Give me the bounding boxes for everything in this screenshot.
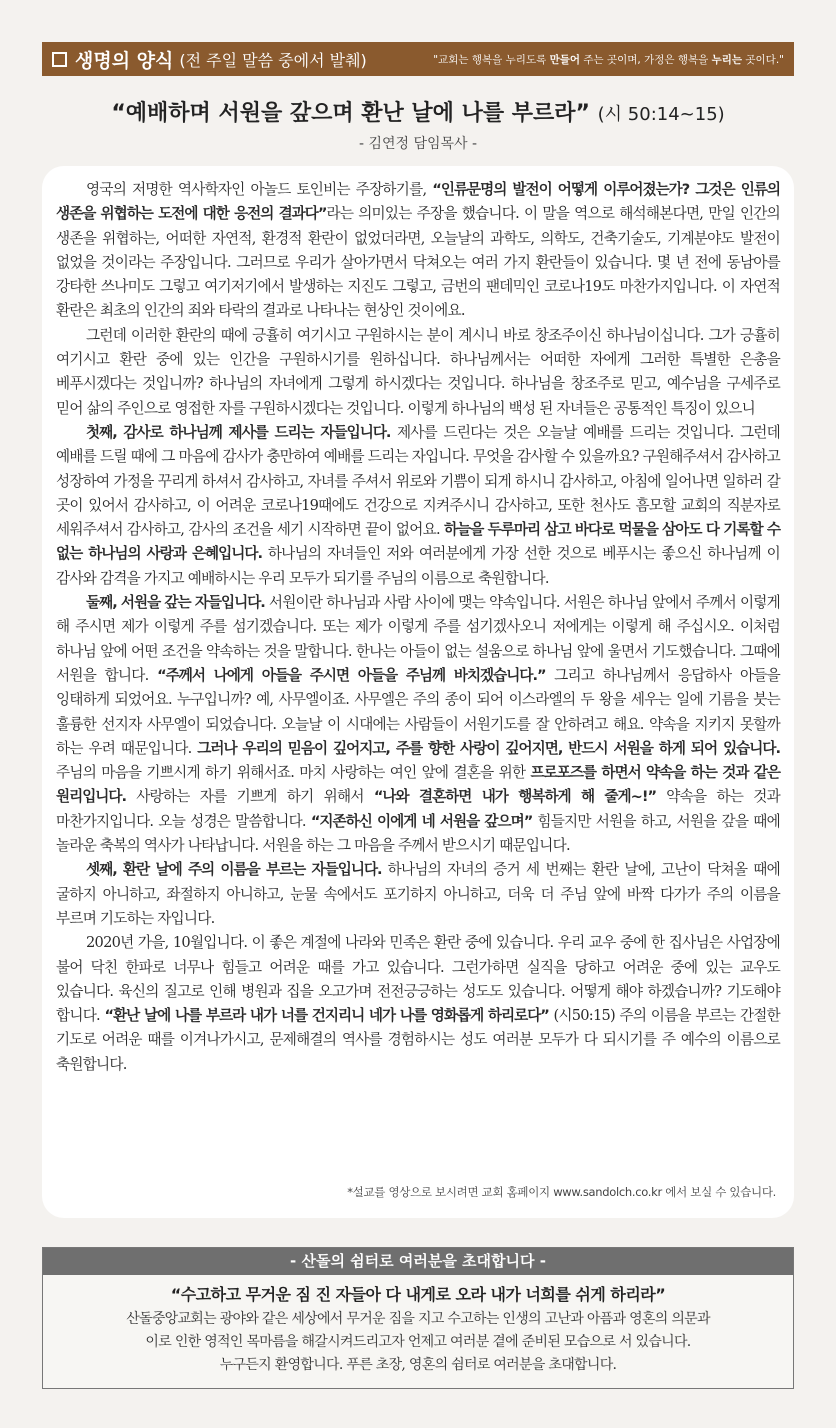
sermon-paragraph (56, 591, 780, 858)
body-text-run: 힘들지만 서원을 하고, 서원을 갚을 때에 놀라운 축복의 역사가 나타납니다. 서원을 하는 그 마음을 주께서 받으시기 때문입니다. (56, 812, 780, 855)
body-text-run: 주님의 마음을 기쁘시게 하기 위해서죠. 마치 사랑하는 여인 앞에 결혼을 위한 (56, 764, 531, 782)
body-text-run: 사랑하는 자를 기쁘게 하기 위해서 (126, 788, 374, 806)
sermon-paragraph (56, 324, 780, 421)
emphasis-text: “주께서 나에게 아들을 주시면 아들을 주님께 바치겠습니다.” (157, 666, 546, 684)
sermon-body (42, 166, 794, 1218)
body-text-run: 제사를 드린다는 것은 오늘날 예배를 드리는 것입니다. 그런데 예배를 드릴 때에 그 마음에 감사가 충만하여 예배를 드리는 자입니다. 무엇을 감사할 수 있을까요? 구원해주셔서 감사하고 성장하여 가정을 꾸리게 하셔서 감사하고, 자녀를 주셔서 위로와 기쁨이 되게 하시니 감사하고, 아침에 일어나면 일하러 갈 곳이 있어서 감사하고, 이 어려운 코로나19때에도 건강으로 지켜주시니 감사하고, 또한 천사도 흠모할 교회의 직분자로 세워주셔서 감사하고, 감사의 조건을 세기 시작하면 끝이 없어요. (56, 423, 780, 539)
sermon-paragraph (56, 858, 780, 931)
invitation-line: 이로 인한 영적인 목마름을 해갈시켜드리고자 언제고 여러분 곁에 준비된 모습으로 서 있습니다. (145, 1334, 691, 1350)
body-text-run: 하나님의 자녀들인 저와 여러분에게 가장 선한 것으로 베푸시는 좋으신 하나님께 이 감사와 감격을 가지고 예배하시는 우리 모두가 되기를 주님의 이름으로 축원합니다. (56, 545, 780, 587)
body-text-run: (시50:15) 주의 이름을 부르는 간절한 기도로 어려운 때를 이겨나가시고, 문제해결의 역사를 경험하시는 성도 여러분 모두가 다 되시기를 주 예수의 이름으로 축원합니다. (56, 1007, 780, 1073)
emphasis-text: 하늘을 두루마리 삼고 바다로 먹물을 삼아도 다 기록할 수 없는 하나님의 사랑과 은혜입니다. (56, 521, 780, 563)
emphasis-text: 셋째, 환란 날에 주의 이름을 부르는 자들입니다. (86, 861, 382, 879)
emphasis-text: 프로포즈를 하면서 약속을 하는 것과 같은 원리입니다. (56, 764, 780, 806)
emphasis-text: “나와 결혼하면 내가 행복하게 해 줄게~!” (373, 788, 657, 806)
sermon-paragraph (56, 931, 780, 1077)
invitation-line: 누구든지 환영합니다. 푸른 초장, 영혼의 쉼터로 여러분을 초대합니다. (219, 1357, 617, 1373)
sermon-paragraph (56, 178, 780, 324)
body-text-run: 그리고 하나님께서 응답하사 아들을 잉태하게 되었어요. 누구입니까? 예, 사무엘이죠. 사무엘은 주의 종이 되어 이스라엘의 두 왕을 세우는 일에 기름을 붓는 훌륭한 선지자 사무엘이 되었습니다. 오늘날 이 시대에는 사람들이 서원기도를 잘 안하려고 해요. 약속을 지키지 못할까 하는 우려 때문입니다. (56, 666, 780, 757)
body-text-run: 영국의 저명한 역사학자인 아놀드 토인비는 주장하기를, (86, 181, 433, 198)
invitation-text (43, 1308, 793, 1377)
body-text-run: 그런데 이러한 환란의 때에 긍휼히 여기시고 구원하시는 분이 계시니 바로 창조주이신 하나님이십니다. 그가 긍휼히 여기시고 환란 중에 있는 인간을 구원하시기를 원하십니다. 하나님께서는 어떠한 자에게 그러한 특별한 은총을 베푸시겠다는 것입니까? 하나님의 자녀에게 그렇게 하시겠다는 것입니다. 하나님을 창조주로 믿고, 예수님을 구세주로 믿어 삶의 주인으로 영접한 자를 구원하시겠다는 것입니다. 이렇게 하나님의 백성 된 자녀들은 공통적인 특징이 있으니 (56, 326, 780, 417)
sermon-title: “예배하며 서원을 갚으며 환난 날에 나를 부르라” (시 50:14~15) (111, 101, 725, 126)
body-text-run: 하나님의 자녀의 증거 세 번째는 환란 날에, 고난이 닥쳐올 때에 굴하지 아니하고, 좌절하지 아니하고, 눈물 속에서도 포기하지 아니하고, 더욱 더 주님 앞에 바짝 다가가 주의 이름을 부르며 기도하는 자입니다. (56, 861, 780, 927)
invitation-box (42, 1247, 794, 1389)
body-text-run: 라는 의미있는 주장을 했습니다. 이 말을 역으로 해석해본다면, 만일 인간의 생존을 위협하는, 어떠한 자연적, 환경적 환란이 없었더라면, 오늘날의 과학도, 의학도, 건축기술도, 기계분야도 발전이 없었을 것이라는 주장입니다. 그러므로 우리가 살아가면서 닥쳐오는 여러 가지 환란들이 있습니다. 몇 년 전에 동남아를 강타한 쓰나미도 그렇고 여기저기에서 발생하는 지진도 그렇고, 금번의 팬데믹인 코로나19도 마찬가지입니다. 이 자연적 환란은 최초의 인간의 죄와 타락의 결과로 나타나는 현상인 것이에요. (56, 205, 780, 320)
emphasis-text: “지존하신 이에게 네 서원을 갚으며” (310, 812, 533, 830)
section-banner (42, 42, 794, 76)
square-icon (52, 52, 67, 67)
scripture-reference: (시 50:14~15) (597, 104, 725, 125)
emphasis-text: “인류문명의 발전이 어떻게 이루어졌는가? 그것은 인류의 생존을 위협하는 도전에 대한 응전의 결과다” (56, 181, 781, 223)
body-text-run: 서원이란 하나님과 사람 사이에 맺는 약속입니다. 서원은 하나님 앞에서 주께서 이렇게 해 주시면 제가 이렇게 주를 섬기겠습니다. 또는 제가 이렇게 주를 섬기겠사오니 저에게는 이렇게 해 주십시오. 이처럼 하나님 앞에 어떤 조건을 약속하는 것을 말합니다. 한나는 아들이 없는 설움으로 하나님 앞에 울면서 기도했습니다. 그때에 서원을 합니다. (56, 594, 780, 684)
invitation-verse: “수고하고 무거운 짐 진 자들아 다 내게로 오라 내가 너희를 쉬게 하리라” (170, 1285, 666, 1304)
body-text-run: 2020년 가을, 10월입니다. 이 좋은 계절에 나라와 민족은 환란 중에 있습니다. 우리 교우 중에 한 집사님은 사업장에 불어 닥친 한파로 너무나 힘들고 어려운 때를 가고 있습니다. 그런가하면 실직을 당하고 어려운 중에 있는 교우도 있습니다. 육신의 질고로 인해 병원과 집을 오고가며 전전긍긍하는 성도도 있습니다. 어떻게 해야 하겠습니까? 기도해야 합니다. (56, 934, 780, 1025)
church-motto: "교회는 행복을 누리도록 만들어 주는 곳이며, 가정은 행복을 누리는 곳이다." (433, 53, 784, 66)
body-text-run: 약속을 하는 것과 마찬가지입니다. 오늘 성경은 말씀합니다. (56, 788, 781, 830)
section-title: 생명의 양식 (75, 49, 174, 72)
invitation-line: 산돌중앙교회는 광야와 같은 세상에서 무거운 짐을 지고 수고하는 인생의 고난과 아픔과 영혼의 의문과 (126, 1311, 710, 1327)
sermon-text (56, 178, 780, 1077)
sermon-paragraph (56, 421, 780, 591)
emphasis-text: “환난 날에 나를 부르라 내가 너를 건지리니 네가 나를 영화롭게 하리로다” (104, 1007, 549, 1025)
emphasis-text: 둘째, 서원을 갚는 자들입니다. (86, 594, 265, 612)
emphasis-text: 첫째, 감사로 하나님께 제사를 드리는 자들입니다. (86, 423, 391, 441)
invitation-header: - 산돌의 쉼터로 여러분을 초대합니다 - (43, 1248, 793, 1275)
emphasis-text: 그러나 우리의 믿음이 깊어지고, 주를 향한 사랑이 깊어지면, 반드시 서원을 하게 되어 있습니다. (197, 739, 781, 757)
video-footnote: *설교를 영상으로 보시려면 교회 홈페이지 www.sandolch.co.kr 에서 보실 수 있습니다. (347, 1185, 776, 1199)
section-subtitle: (전 주일 말씀 중에서 발췌) (179, 50, 367, 70)
preacher-name: - 김연정 담임목사 - (358, 136, 478, 152)
